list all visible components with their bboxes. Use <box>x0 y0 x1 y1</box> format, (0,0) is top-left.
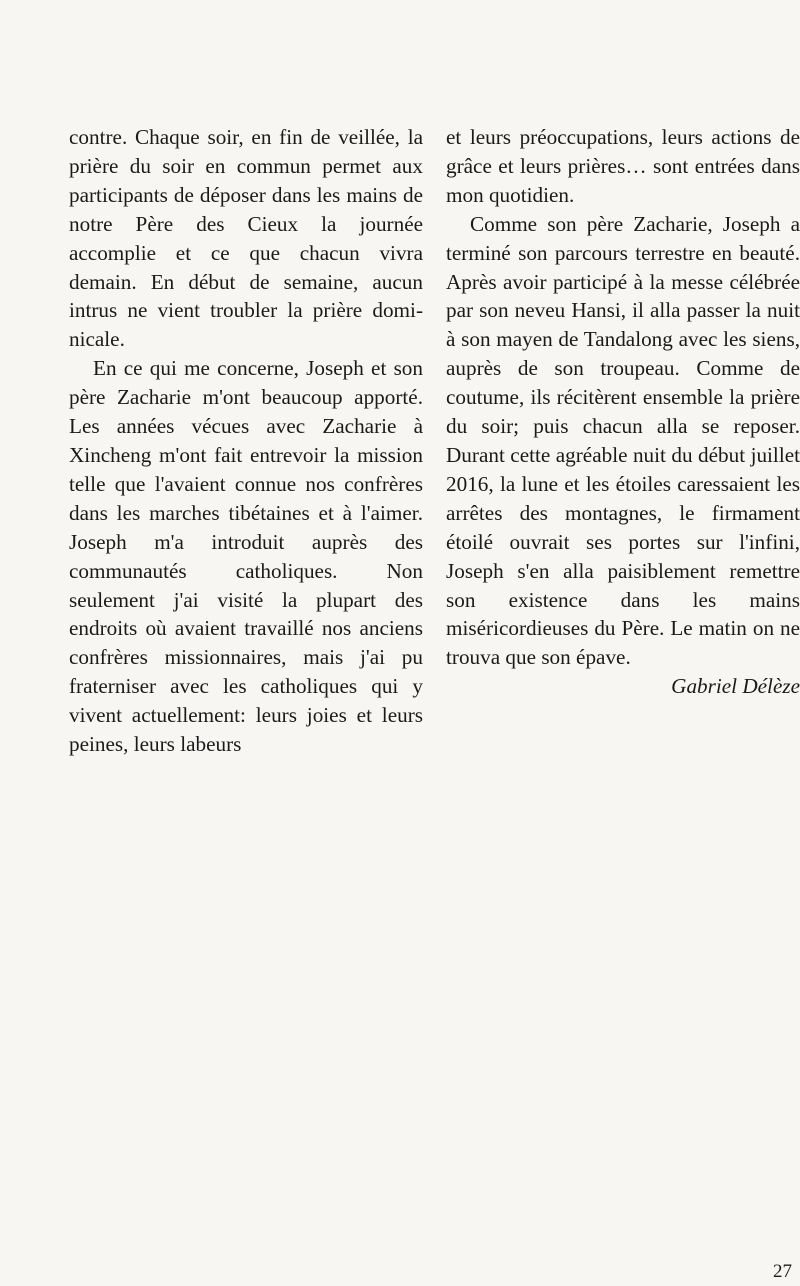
author-signature: Gabriel Délèze <box>671 674 800 699</box>
page-number: 27 <box>773 1261 792 1282</box>
right-text-column <box>446 123 800 701</box>
paragraph: Comme son père Zacharie, Joseph a terminé son parcours terrestre en beauté. Après avoir participé à la messe célébrée par son neveu Hansi, il alla passer la nuit à son mayen de Tandalong avec les siens, auprès de son troupeau. Comme de coutume, ils récitèrent ensemble la prière du soir; puis chacun alla se reposer. Durant cette agréable nuit du début juillet 2016, la lune et les étoiles caressaient les arrêtes des montagnes, le firmament étoilé ouvrait ses portes sur l'infini, Joseph s'en alla paisiblement remettre son existence dans les mains miséricordieuses du Père. Le matin on ne trouva que son épave. <box>446 211 800 670</box>
left-text-column <box>69 123 423 759</box>
paragraph: En ce qui me concerne, Joseph et son père Zacharie m'ont beaucoup apporté. Les années vécues avec Zacharie à Xincheng m'ont fait entrevoir la mission telle que l'avaient connue nos confrères dans les marches tibétaines et à l'aimer. Joseph m'a introduit auprès des communautés catholiques. Non seulement j'ai visité la plupart des endroits où avaient travaillé nos anciens confrères missionnaires, mais j'ai pu fraterniser avec les catholiques qui y vivent actuellement: leurs joies et leurs peines, leurs labeurs <box>69 356 423 757</box>
paragraph: et leurs préoccupations, leurs actions de grâce et leurs prières… sont entrées dans mon quotidien. <box>446 125 800 207</box>
paragraph: contre. Chaque soir, en fin de veillée, la prière du soir en commun permet aux participants de déposer dans les mains de notre Père des Cieux la journée accomplie et ce que chacun vivra demain. En début de semaine, aucun intrus ne vient troubler la prière dominicale. <box>69 125 423 352</box>
